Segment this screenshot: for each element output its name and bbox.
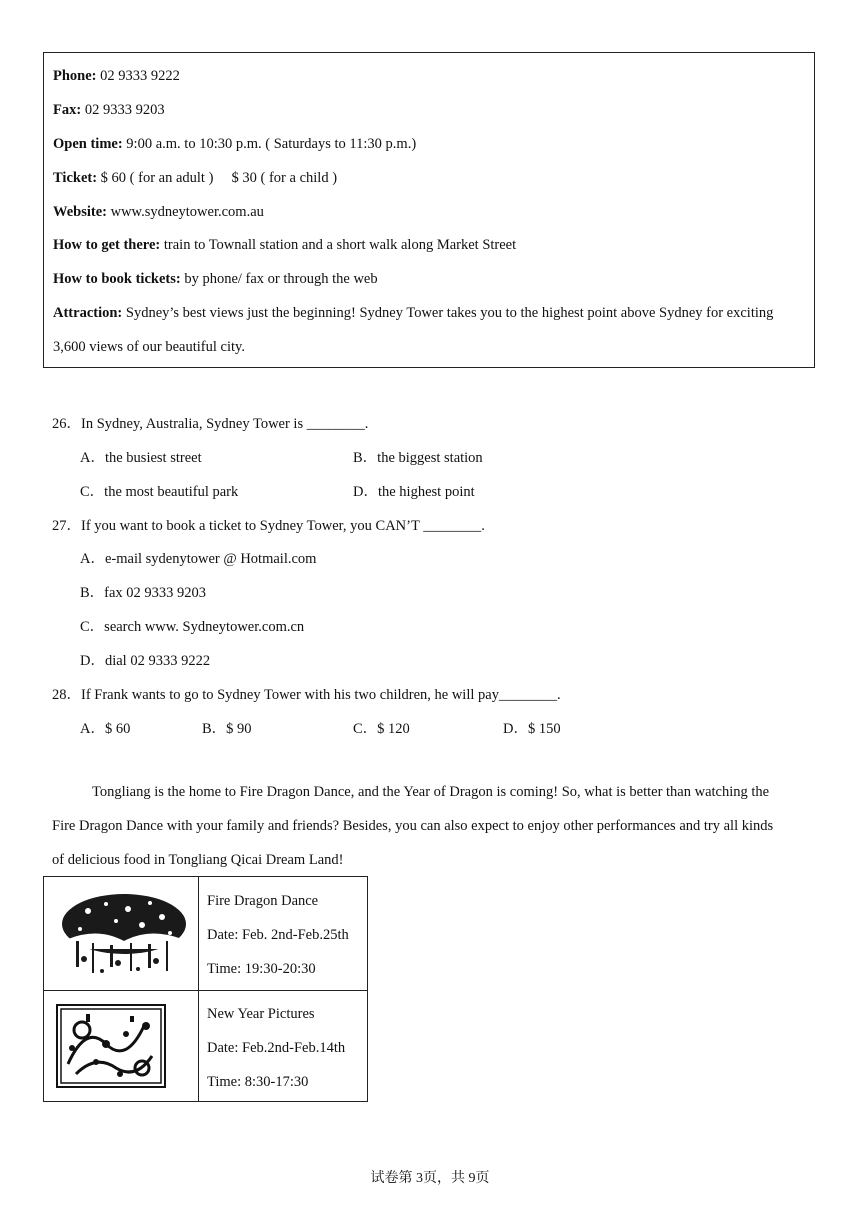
- q28-option-b: B．$ 90: [202, 721, 252, 737]
- attraction-line-2: 3,600 views of our beautiful city.: [53, 339, 245, 355]
- phone-line: [53, 68, 180, 85]
- event-1-time: Time: 19:30-20:30: [207, 961, 316, 977]
- phone-label: Phone:: [53, 68, 97, 84]
- q27-option-a: A．e-mail sydenytower @ Hotmail.com: [80, 551, 317, 567]
- q26-option-b: B．the biggest station: [353, 450, 483, 466]
- q26-option-c: C．the most beautiful park: [80, 484, 239, 500]
- q27-option-c: C．search www. Sydneytower.com.cn: [80, 619, 305, 635]
- question-27: 27．If you want to book a ticket to Sydney Tower, you CAN’T ________.: [52, 518, 485, 534]
- event-1-date: Date: Feb. 2nd-Feb.25th: [207, 927, 349, 943]
- website-value: www.sydneytower.com.au: [106, 204, 264, 220]
- page-footer: 试卷第 3页，共 9页: [370, 1171, 490, 1186]
- website-line: [53, 204, 264, 221]
- ticket-label: Ticket:: [53, 170, 98, 186]
- q28-option-d: D．$ 150: [503, 721, 561, 737]
- fax-value: 02 9333 9203: [81, 102, 165, 118]
- passage-line-3: of delicious food in Tongliang Qicai Dream Land!: [52, 852, 344, 868]
- fax-label: Fax:: [53, 102, 82, 118]
- how-to-book-value: by phone/ fax or through the web: [180, 271, 378, 287]
- event-2-date: Date: Feb.2nd-Feb.14th: [207, 1040, 346, 1056]
- q27-option-d: D．dial 02 9333 9222: [80, 653, 211, 669]
- ticket-value: $ 60 ( for an adult ) $ 30 ( for a child ): [97, 170, 338, 186]
- table-divider-horizontal: [44, 990, 367, 991]
- how-to-book-line: [53, 271, 378, 288]
- open-time-value: 9:00 a.m. to 10:30 p.m. ( Saturdays to 11:30 p.m.): [122, 136, 417, 152]
- how-to-book-label: How to book tickets:: [53, 271, 181, 287]
- q28-option-c: C．$ 120: [353, 721, 410, 737]
- q27-option-b: B．fax 02 9333 9203: [80, 585, 207, 601]
- attraction-value: Sydney’s best views just the beginning! Sydney Tower takes you to the highest point above Sydney for exciting: [122, 305, 774, 321]
- q26-option-d: D．the highest point: [353, 484, 475, 500]
- event-2-name: New Year Pictures: [207, 1006, 315, 1022]
- fire-dragon-image: [58, 889, 190, 979]
- event-1-name: Fire Dragon Dance: [207, 893, 319, 909]
- attraction-line: [53, 305, 773, 322]
- q26-option-a: A．the busiest street: [80, 450, 202, 466]
- phone-value: 02 9333 9222: [96, 68, 180, 84]
- website-label: Website:: [53, 204, 107, 220]
- question-28: 28．If Frank wants to go to Sydney Tower with his two children, he will pay________.: [52, 687, 561, 703]
- fax-line: [53, 102, 165, 119]
- attraction-label: Attraction:: [53, 305, 123, 321]
- table-divider-vertical: [198, 877, 199, 1101]
- performance-table: [43, 876, 368, 1102]
- passage-line-1: Tongliang is the home to Fire Dragon Dance, and the Year of Dragon is coming! So, what is better than watching the: [92, 784, 770, 800]
- q28-option-a: A．$ 60: [80, 721, 131, 737]
- passage-line-2: Fire Dragon Dance with your family and friends? Besides, you can also expect to enjoy other performances and try all kinds: [52, 818, 774, 834]
- how-to-get-line: [53, 237, 516, 254]
- new-year-picture-image: [56, 1004, 166, 1088]
- how-to-get-label: How to get there:: [53, 237, 161, 253]
- event-2-time: Time: 8:30-17:30: [207, 1074, 309, 1090]
- ticket-line: [53, 170, 337, 187]
- open-time-label: Open time:: [53, 136, 123, 152]
- how-to-get-value: train to Townall station and a short walk along Market Street: [160, 237, 517, 253]
- sydney-tower-info-box: [43, 52, 815, 368]
- question-26: 26．In Sydney, Australia, Sydney Tower is ________.: [52, 416, 369, 432]
- open-time-line: [53, 136, 416, 153]
